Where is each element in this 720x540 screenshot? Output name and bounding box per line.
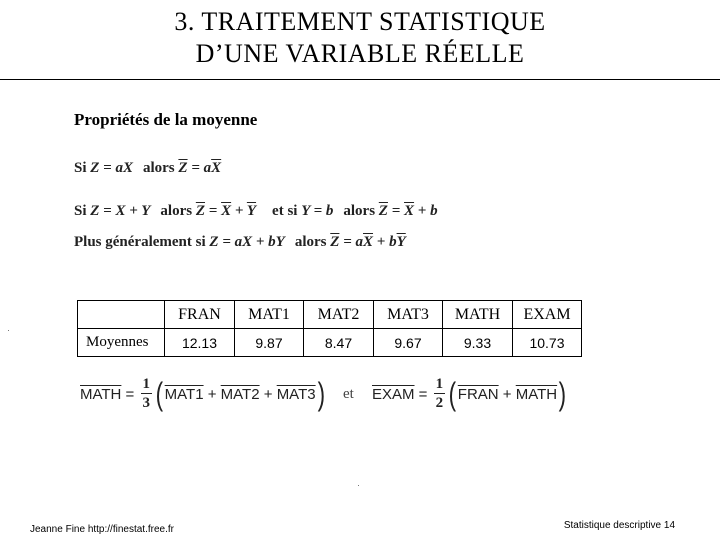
footer-author: Jeanne Fine http://finestat.free.fr (30, 524, 174, 535)
page-title (0, 6, 720, 70)
eq-term: MAT2 (220, 385, 260, 403)
formula-mean-y: $\overline{Y}$ (246, 203, 257, 219)
formula-si: Si (74, 160, 91, 176)
formula-mean-z: $\overline{Z}$ (330, 234, 340, 250)
title-line-1: 3. TRAITEMENT STATISTIQUE (174, 7, 546, 36)
eq-equals: = (121, 385, 139, 403)
formula-alors: alors (142, 160, 179, 176)
table-cell: 9.87 (235, 329, 304, 357)
table-row-label: Moyennes (78, 329, 165, 357)
equation-math-mean (80, 374, 326, 414)
eq-plus: + (259, 385, 277, 403)
eq-plus: + (498, 385, 516, 403)
formula-plus: + (231, 203, 247, 219)
eq-denominator: 2 (435, 395, 444, 411)
title-line-2: D’UNE VARIABLE RÉELLE (195, 39, 525, 68)
table-header: EXAM (513, 301, 582, 329)
eq-plus: + (203, 385, 221, 403)
eq-term: MATH (515, 385, 558, 403)
formula-lhs: Z = aX (90, 160, 133, 176)
eq-close-paren: ) (558, 376, 567, 412)
table-cell: 9.33 (443, 329, 513, 357)
formula-scaling (74, 160, 221, 177)
table-cell: 12.13 (165, 329, 235, 357)
title-divider (0, 79, 720, 80)
table-cell: 8.47 (304, 329, 374, 357)
formula-alors: alors (160, 203, 196, 219)
eq-lhs: EXAM (372, 385, 415, 403)
stray-dot (358, 485, 359, 486)
table-cell: 10.73 (513, 329, 582, 357)
formula-mean-z: $\overline{Z}$ (178, 160, 188, 176)
formula-eq: = a (339, 234, 363, 250)
formula-mean-x: $\overline{X}$ (221, 203, 232, 219)
formula-intro: Plus généralement si (74, 234, 210, 250)
footer-slide-number: Statistique descriptive 14 (563, 520, 675, 531)
formula-alors: alors (294, 234, 331, 250)
table-header: MAT2 (304, 301, 374, 329)
section-subtitle: Propriétés de la moyenne (74, 110, 258, 129)
formula-lhs: Z = X + Y (90, 203, 151, 219)
formula-mean-x: $\overline{X}$ (363, 234, 374, 250)
formula-si: Si (74, 203, 91, 219)
table-row (78, 329, 582, 357)
eq-term: MAT3 (276, 385, 316, 403)
eq-numerator: 1 (142, 376, 150, 392)
formula-mean-z-2: $\overline{Z}$ (378, 203, 388, 219)
table-header: FRAN (165, 301, 235, 329)
table-cell: 9.67 (374, 329, 443, 357)
eq-open-paren: ( (155, 376, 164, 412)
table-header: MATH (443, 301, 513, 329)
formula-lhs: Z = aX + bY (209, 234, 285, 250)
formula-eq: = a (187, 160, 212, 176)
eq-lhs: MATH (80, 385, 122, 403)
table-header: MAT3 (374, 301, 443, 329)
table-header-row (78, 301, 582, 329)
equation-exam-mean (372, 374, 568, 414)
eq-term: FRAN (457, 385, 499, 403)
formula-eq: = (205, 203, 222, 219)
eq-term: MAT1 (164, 385, 204, 403)
table-header: MAT1 (235, 301, 304, 329)
eq-fraction (434, 376, 446, 412)
formula-sum (74, 203, 438, 220)
means-table (77, 300, 582, 357)
eq-numerator: 1 (435, 376, 444, 392)
eq-connector: et (343, 385, 354, 402)
formula-eq-2: = (387, 203, 405, 219)
eq-denominator: 3 (142, 395, 150, 411)
formula-etsi: et si (272, 203, 302, 219)
formula-mean-x-2: $\overline{X}$ (404, 203, 415, 219)
formula-mean-y: $\overline{Y}$ (396, 234, 406, 250)
formula-mean-z: $\overline{Z}$ (195, 203, 206, 219)
formula-plus: + b (373, 234, 397, 250)
stray-dot (8, 330, 9, 331)
eq-close-paren: ) (317, 376, 325, 412)
formula-alors-2: alors (343, 203, 379, 219)
formula-plus-b: + b (414, 203, 438, 219)
eq-open-paren: ( (448, 376, 457, 412)
eq-equals: = (414, 385, 432, 403)
formula-mean-x: $\overline{X}$ (211, 160, 222, 176)
formula-general (74, 234, 406, 251)
eq-fraction (141, 376, 153, 412)
formula-condition: Y = b (301, 203, 334, 219)
table-corner-cell (78, 301, 165, 329)
